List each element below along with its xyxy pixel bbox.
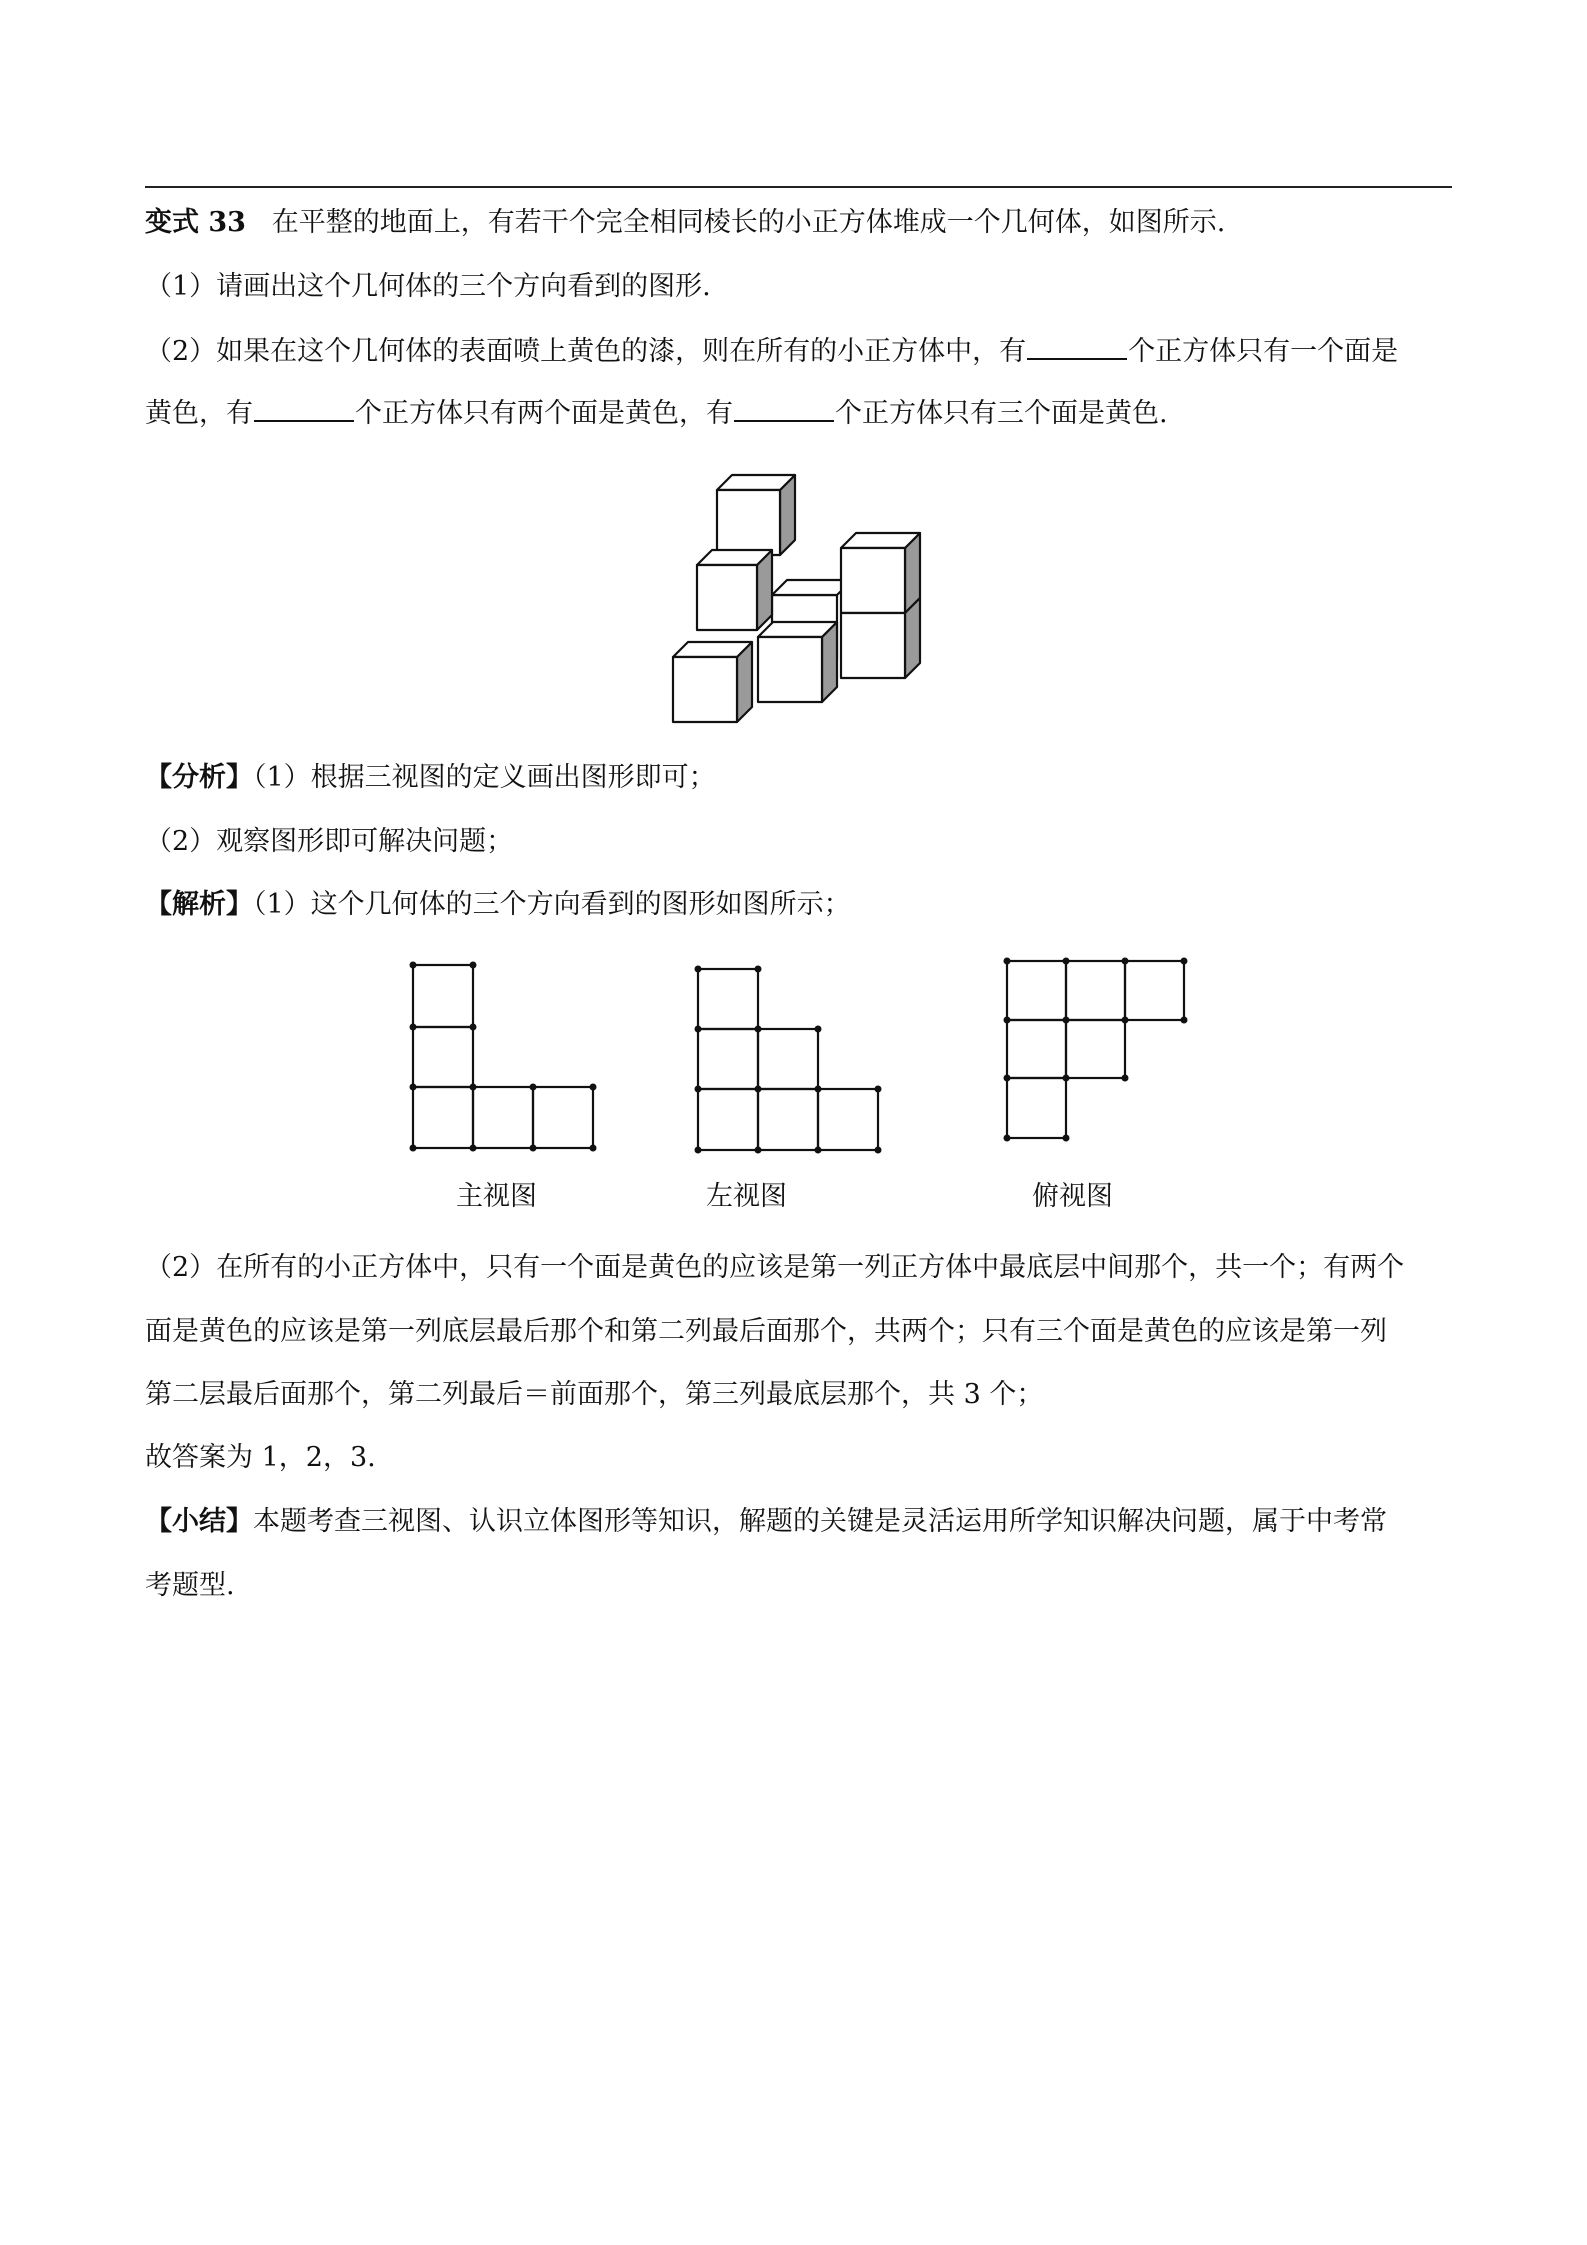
question-part2-text-d: 个正方体只有两个面是黄色，有 [355, 398, 733, 429]
cube-middle-front [758, 622, 837, 702]
question-part2-line1 [145, 332, 1455, 372]
front-view-caption: 主视图 [456, 1181, 537, 1212]
header-rule [145, 186, 1452, 188]
question-part2-text-c: 黄色，有 [145, 398, 253, 429]
analysis-line1 [145, 758, 1455, 798]
cube-left-front [673, 642, 752, 722]
question-stem: 在平整的地面上，有若干个完全相同棱长的小正方体堆成一个几何体，如图所示. [271, 207, 1226, 238]
left-view-caption: 左视图 [706, 1181, 787, 1212]
analysis-text1: （1）根据三视图的定义画出图形即可； [253, 762, 716, 793]
question-part1: （1）请画出这个几何体的三个方向看到的图形. [145, 271, 711, 302]
answer-blank-2[interactable] [254, 394, 354, 422]
analysis-line2: （2）观察图形即可解决问题； [145, 826, 514, 857]
question-part2-text-b: 个正方体只有一个面是 [1128, 336, 1399, 367]
solution-p2-line1: （2）在所有的小正方体中，只有一个面是黄色的应该是第一列正方体中最底层中间那个，共一个；有两个 [145, 1252, 1405, 1283]
summary-line2: 考题型. [145, 1570, 235, 1601]
solution-label: 【解析】 [145, 889, 253, 920]
analysis-label: 【分析】 [145, 762, 253, 793]
cube-right-level2 [841, 533, 920, 613]
front-view-grid [413, 965, 593, 1148]
question-part2-text-e: 个正方体只有三个面是黄色. [835, 398, 1168, 429]
solution-text1: （1）这个几何体的三个方向看到的图形如图所示； [253, 889, 851, 920]
summary-text1: 本题考查三视图、认识立体图形等知识，解题的关键是灵活运用所学知识解决问题，属于中考常 [253, 1506, 1387, 1537]
left-view-grid [698, 969, 878, 1150]
answer-blank-1[interactable] [1027, 332, 1127, 360]
question-label: 变式 33 [145, 207, 246, 238]
solution-p2-line2: 面是黄色的应该是第一列底层最后那个和第二列最后面那个，共两个；只有三个面是黄色的应该是第一列 [145, 1316, 1387, 1347]
solution-p2-line3: 第二层最后面那个，第二列最后＝前面那个，第三列最底层那个，共 3 个； [145, 1379, 1044, 1410]
cube-left-level2 [697, 550, 772, 630]
question-part2-line2 [145, 394, 1455, 434]
three-views-figure [400, 950, 1200, 1160]
cube-top-left-level3 [717, 475, 795, 555]
cube-stack-figure [665, 465, 940, 730]
top-view-grid [1007, 961, 1184, 1138]
question-part2-text-a: （2）如果在这个几何体的表面喷上黄色的漆，则在所有的小正方体中，有 [145, 336, 1027, 367]
solution-answer: 故答案为 1，2，3. [145, 1442, 376, 1473]
top-view-caption: 俯视图 [1032, 1181, 1113, 1212]
summary-line1 [145, 1502, 1455, 1542]
summary-label: 【小结】 [145, 1506, 253, 1537]
answer-blank-3[interactable] [734, 394, 834, 422]
solution-line1 [145, 885, 1455, 925]
question-stem-line [145, 203, 1455, 243]
